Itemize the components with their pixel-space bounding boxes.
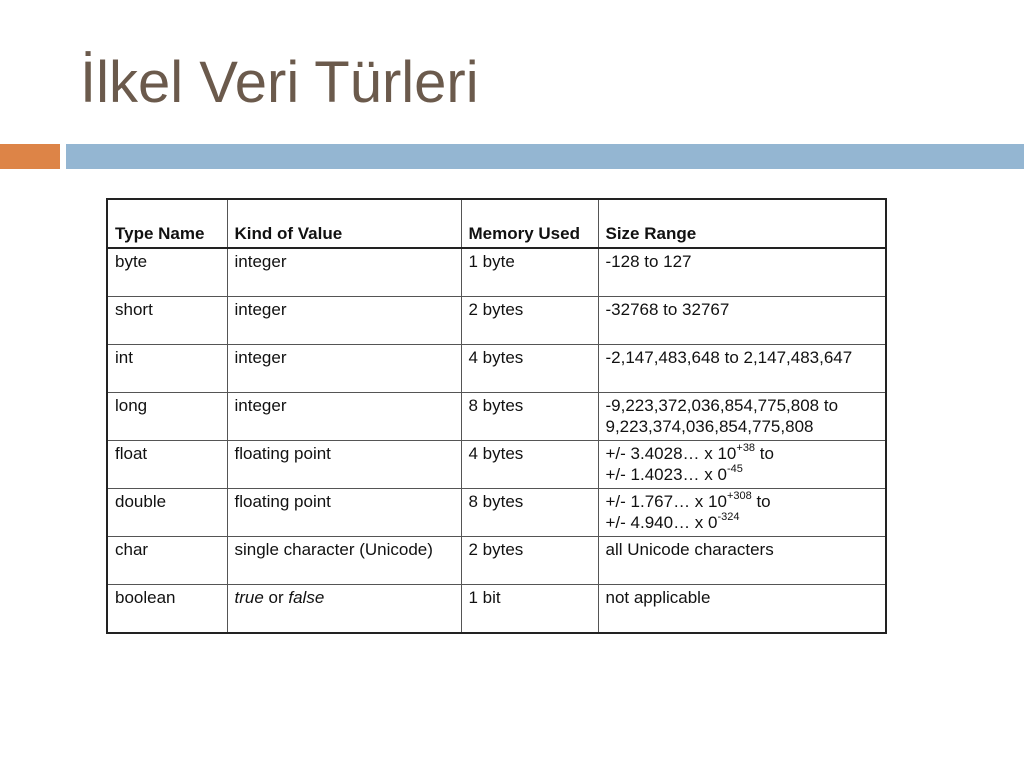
cell-range: not applicable bbox=[598, 585, 886, 634]
cell-type-name: byte bbox=[107, 248, 227, 297]
cell-type-name: boolean bbox=[107, 585, 227, 634]
cell-memory: 4 bytes bbox=[461, 441, 598, 489]
range-mantissa: +/- 1.767… x 10 bbox=[605, 492, 727, 511]
cell-kind: integer bbox=[227, 248, 461, 297]
range-line-1 bbox=[606, 491, 879, 512]
cell-memory: 2 bytes bbox=[461, 537, 598, 585]
table-row bbox=[107, 489, 886, 537]
cell-kind: integer bbox=[227, 393, 461, 441]
cell-range bbox=[598, 441, 886, 489]
range-line-1 bbox=[606, 443, 879, 464]
range-mantissa: +/- 1.4023… x 0 bbox=[605, 465, 727, 484]
kind-false: false bbox=[288, 588, 325, 607]
data-types-table bbox=[106, 198, 887, 634]
cell-memory: 8 bytes bbox=[461, 489, 598, 537]
cell-memory: 8 bytes bbox=[461, 393, 598, 441]
range-to: to bbox=[755, 444, 774, 463]
range-to: to bbox=[751, 492, 771, 511]
cell-kind: integer bbox=[227, 297, 461, 345]
kind-or: or bbox=[263, 588, 289, 607]
header-kind-of-value: Kind of Value bbox=[227, 199, 461, 248]
cell-type-name: float bbox=[107, 441, 227, 489]
range-exponent: -45 bbox=[726, 463, 743, 476]
table-row bbox=[107, 585, 886, 634]
cell-kind: floating point bbox=[227, 489, 461, 537]
cell-kind: single character (Unicode) bbox=[227, 537, 461, 585]
cell-memory: 4 bytes bbox=[461, 345, 598, 393]
cell-kind bbox=[227, 585, 461, 634]
accent-bar-orange bbox=[0, 144, 60, 169]
range-mantissa: +/- 3.4028… x 10 bbox=[605, 444, 737, 463]
accent-bar-blue bbox=[66, 144, 1024, 169]
cell-type-name: char bbox=[107, 537, 227, 585]
cell-range bbox=[598, 489, 886, 537]
table-header-row bbox=[107, 199, 886, 248]
table-row bbox=[107, 248, 886, 297]
table-row bbox=[107, 297, 886, 345]
cell-type-name: long bbox=[107, 393, 227, 441]
cell-memory: 2 bytes bbox=[461, 297, 598, 345]
cell-memory: 1 byte bbox=[461, 248, 598, 297]
range-line-2: 9,223,374,036,854,775,808 bbox=[605, 417, 814, 436]
table-row bbox=[107, 441, 886, 489]
cell-memory: 1 bit bbox=[461, 585, 598, 634]
range-line-1: -9,223,372,036,854,775,808 to bbox=[605, 396, 839, 415]
header-size-range: Size Range bbox=[598, 199, 886, 248]
cell-range: -32768 to 32767 bbox=[598, 297, 886, 345]
table-row bbox=[107, 345, 886, 393]
cell-range: -128 to 127 bbox=[598, 248, 886, 297]
range-mantissa: +/- 4.940… x 0 bbox=[605, 513, 718, 532]
cell-range: all Unicode characters bbox=[598, 537, 886, 585]
table-row bbox=[107, 537, 886, 585]
range-line-2 bbox=[606, 512, 879, 533]
cell-type-name: short bbox=[107, 297, 227, 345]
kind-true: true bbox=[234, 588, 264, 607]
range-exponent: +308 bbox=[726, 490, 752, 503]
range-exponent: -324 bbox=[717, 511, 740, 524]
range-exponent: +38 bbox=[736, 442, 756, 455]
header-type-name: Type Name bbox=[107, 199, 227, 248]
table-row bbox=[107, 393, 886, 441]
slide-title: İlkel Veri Türleri bbox=[80, 50, 479, 115]
cell-type-name: int bbox=[107, 345, 227, 393]
header-memory-used: Memory Used bbox=[461, 199, 598, 248]
cell-range bbox=[598, 393, 886, 441]
range-line-2 bbox=[606, 464, 879, 485]
cell-range: -2,147,483,648 to 2,147,483,647 bbox=[598, 345, 886, 393]
cell-type-name: double bbox=[107, 489, 227, 537]
cell-kind: floating point bbox=[227, 441, 461, 489]
cell-kind: integer bbox=[227, 345, 461, 393]
